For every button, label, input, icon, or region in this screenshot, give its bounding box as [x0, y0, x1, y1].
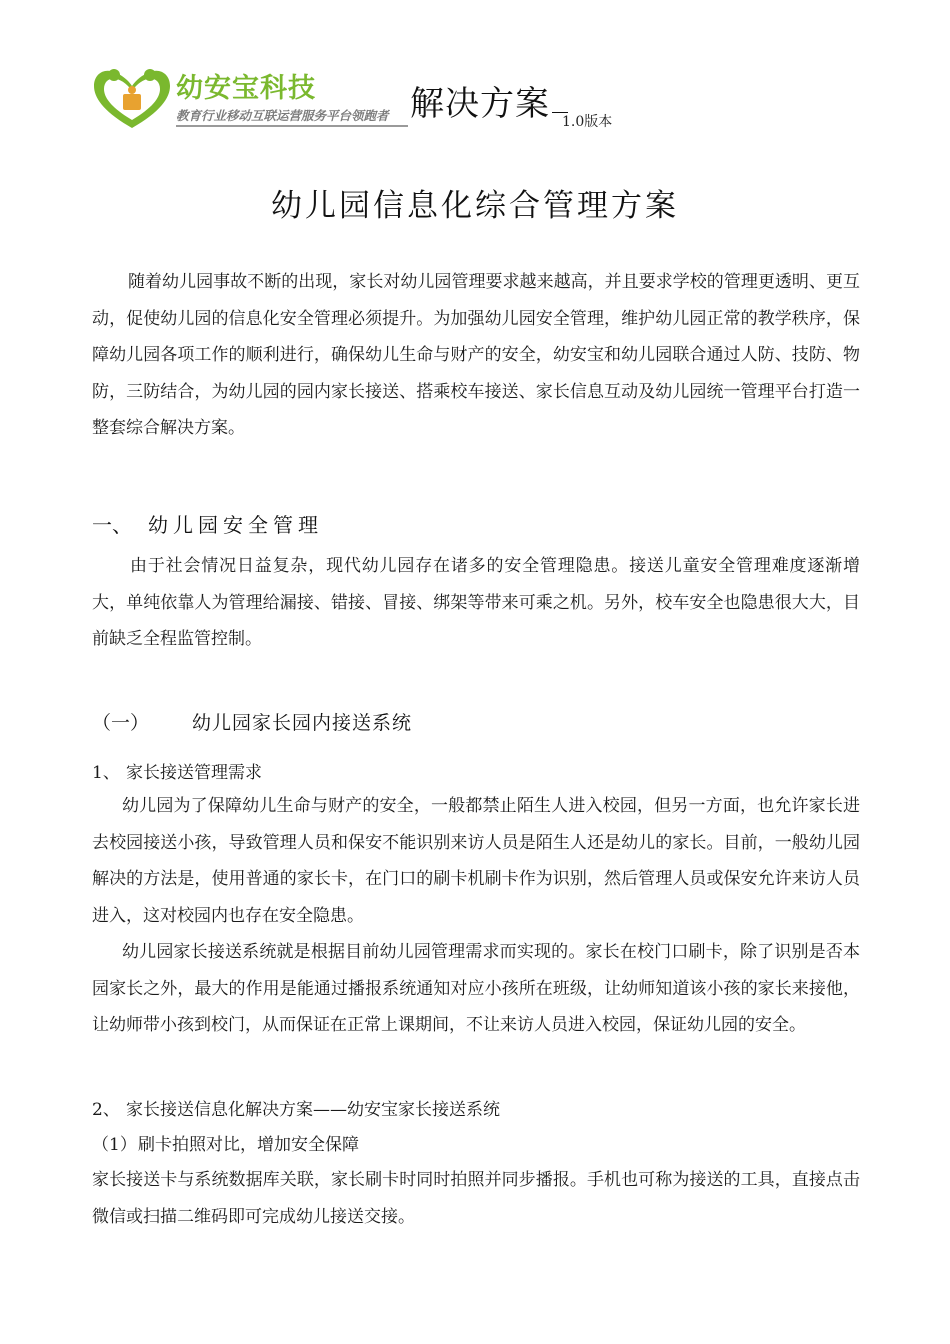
point-1-title: 刷卡拍照对比，增加安全保障 — [138, 1135, 359, 1155]
item-1-heading — [92, 758, 262, 783]
section-1-number: 一、 — [92, 513, 132, 537]
item-1-paragraph-1: 幼儿园为了保障幼儿生命与财产的安全，一般都禁止陌生人进入校园，但另一方面，也允许家长进去校园接送小孩，导致管理人员和保安不能识别来访人员是陌生人还是幼儿的家长。目前，一般幼儿园解决的方法是，使用普通的家长卡，在门口的刷卡机刷卡作为识别，然后管理人员或保安允许来访人员进入，这对校园内也存在安全隐患。 — [92, 796, 860, 926]
section-1-heading — [92, 509, 323, 538]
brand-name: 幼安宝科技 — [176, 73, 316, 104]
item-1-title: 家长接送管理需求 — [126, 763, 262, 783]
point-1-heading — [92, 1130, 359, 1155]
item-1-paragraph-2: 幼儿园家长接送系统就是根据目前幼儿园管理需求而实现的。家长在校门口刷卡，除了识别是否本园家长之外，最大的作用是能通过播报系统通知对应小孩所在班级，让幼师知道该小孩的家长来接他，让幼师带小孩到校门，从而保证在正常上课期间，不让来访人员进入校园，保证幼儿园的安全。 — [92, 942, 860, 1036]
document-title: 幼儿园信息化综合管理方案 — [271, 188, 679, 224]
company-logo-icon — [92, 66, 172, 132]
subsection-1-title: 幼儿园家长园内接送系统 — [192, 712, 413, 734]
section-1-paragraph: 由于社会情况日益复杂，现代幼儿园存在诸多的安全管理隐患。接送儿童安全管理难度逐渐增大，单纯依靠人为管理给漏接、错接、冒接、绑架等带来可乘之机。另外，校车安全也隐患很大大，目前缺乏全程监管控制。 — [92, 556, 860, 650]
document-type: 解决方案 — [410, 84, 550, 124]
item-2-title: 家长接送信息化解决方案——幼安宝家长接送系统 — [126, 1100, 500, 1120]
item-2-number: 2、 — [92, 1100, 120, 1120]
point-1-number: （1） — [92, 1135, 137, 1155]
subsection-1-heading — [92, 708, 412, 735]
version-label: 1.0版本 — [562, 114, 613, 130]
point-1-paragraph: 家长接送卡与系统数据库关联，家长刷卡时同时拍照并同步播报。手机也可称为接送的工具，直接点击微信或扫描二维码即可完成幼儿接送交接。 — [92, 1170, 860, 1227]
brand-underline — [176, 125, 408, 127]
brand-tagline: 教育行业移动互联运营服务平台领跑者 — [176, 108, 389, 123]
subsection-1-number: （一） — [92, 712, 150, 734]
document-header — [92, 62, 652, 137]
section-1-title: 幼儿园安全管理 — [148, 513, 323, 537]
item-2-heading — [92, 1095, 500, 1120]
item-1-number: 1、 — [92, 763, 120, 783]
intro-paragraph: 随着幼儿园事故不断的出现，家长对幼儿园管理要求越来越高，并且要求学校的管理更透明、更互动，促使幼儿园的信息化安全管理必须提升。为加强幼儿园安全管理，维护幼儿园正常的教学秩序，保障幼儿园各项工作的顺利进行，确保幼儿生命与财产的安全，幼安宝和幼儿园联合通过人防、技防、物防，三防结合，为幼儿园的园内家长接送、搭乘校车接送、家长信息互动及幼儿园统一管理平台打造一整套综合解决方案。 — [92, 272, 860, 439]
